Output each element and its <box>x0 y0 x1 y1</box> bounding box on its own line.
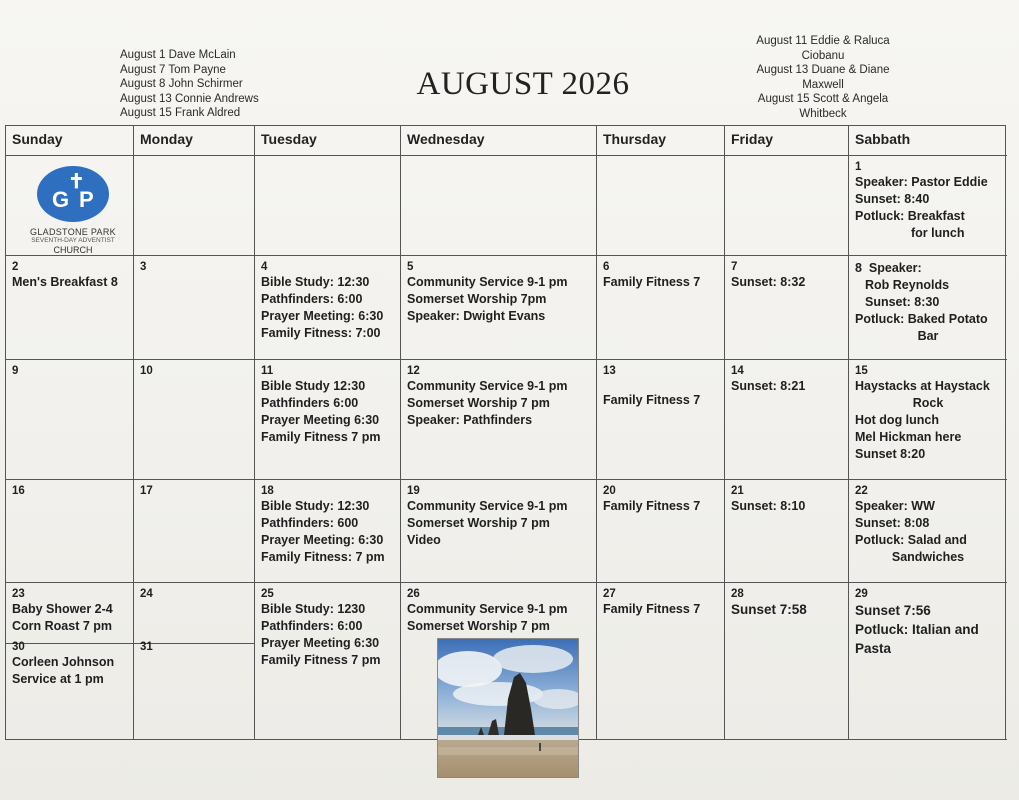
day-number: 19 <box>407 485 420 497</box>
day-cell-23 <box>6 583 133 644</box>
logo-emblem <box>37 166 109 222</box>
day-number: 22 <box>855 485 868 497</box>
event-line: Family Fitness 7 <box>603 275 701 289</box>
event-line: Family Fitness: 7:00 <box>261 326 381 340</box>
empty-day-cell <box>597 156 725 256</box>
day-cell-8 <box>849 256 1007 360</box>
day-number: 1 <box>855 161 862 173</box>
event-line: Pasta <box>855 641 892 656</box>
empty-day-cell <box>401 156 597 256</box>
day-cell-16 <box>6 480 134 583</box>
event-line: Sunset 7:56 <box>855 603 931 618</box>
day-number: 17 <box>140 485 153 497</box>
event-line: Speaker: WW <box>855 499 935 513</box>
day-cell-15 <box>849 360 1007 480</box>
event-line: Sunset: 8:32 <box>731 275 806 289</box>
event-line: Potluck: Salad and <box>855 533 967 547</box>
event-line: Prayer Meeting: 6:30 <box>261 533 384 547</box>
day-cell-27 <box>597 583 725 740</box>
day-number: 8 <box>855 261 862 275</box>
event-line: Hot dog lunch <box>855 413 940 427</box>
day-cell-7 <box>725 256 849 360</box>
event-line: Somerset Worship 7pm <box>407 292 547 306</box>
day-number: 6 <box>603 261 610 273</box>
day-cell-18 <box>255 480 401 583</box>
event-line: Potluck: Italian and <box>855 622 979 637</box>
day-number: 29 <box>855 588 868 600</box>
event-line: Community Service 9-1 pm <box>407 275 568 289</box>
event-line: Somerset Worship 7 pm <box>407 396 550 410</box>
day-cell-1 <box>849 156 1007 256</box>
event-line: Bar <box>917 329 939 343</box>
event-line: Somerset Worship 7 pm <box>407 619 550 633</box>
logo-denomination: SEVENTH-DAY ADVENTIST <box>31 237 115 244</box>
anniversary-entry: August 15 Scott & Angela <box>757 93 889 106</box>
event-line: Speaker: Pastor Eddie <box>855 175 988 189</box>
day-number: 21 <box>731 485 744 497</box>
event-line: Prayer Meeting 6:30 <box>261 636 380 650</box>
event-line: Sunset: 8:21 <box>731 379 806 393</box>
event-line: Corn Roast 7 pm <box>12 619 113 633</box>
event-line: Haystacks at Haystack <box>855 379 990 393</box>
day-cell-28 <box>725 583 849 740</box>
event-line: Bible Study 12:30 <box>261 379 366 393</box>
haystack-rock-photo <box>437 638 579 778</box>
event-line: Video <box>407 533 441 547</box>
event-line: Bible Study: 12:30 <box>261 275 370 289</box>
day-number: 31 <box>140 641 153 653</box>
anniversary-entry: Maxwell <box>802 78 844 91</box>
day-number: 7 <box>731 261 738 273</box>
event-line: Corleen Johnson <box>12 655 115 669</box>
event-line: Pathfinders: 6:00 <box>261 619 363 633</box>
header-sunday: Sunday <box>6 126 134 156</box>
event-line: Mel Hickman here <box>855 430 962 444</box>
day-cell-23-30 <box>6 583 134 740</box>
event-line: Potluck: Breakfast <box>855 209 965 223</box>
day-number: 9 <box>12 365 19 377</box>
day-cell-30 <box>6 636 133 739</box>
day-cell-3 <box>134 256 255 360</box>
header-wednesday: Wednesday <box>401 126 597 156</box>
day-number: 11 <box>261 365 274 377</box>
day-cell-22 <box>849 480 1007 583</box>
day-number: 3 <box>140 261 147 273</box>
day-number: 18 <box>261 485 274 497</box>
day-number: 10 <box>140 365 153 377</box>
event-line: Pathfinders: 600 <box>261 516 359 530</box>
page-title: AUGUST 2026 <box>416 66 630 102</box>
day-cell-31 <box>134 636 254 739</box>
birthday-entry: August 8 John Schirmer <box>120 78 243 91</box>
header-friday: Friday <box>725 126 849 156</box>
day-number: 2 <box>12 261 19 273</box>
event-line: Sunset: 8:10 <box>731 499 806 513</box>
event-line: Sunset: 8:30 <box>865 295 940 309</box>
event-line: Bible Study: 12:30 <box>261 499 370 513</box>
event-line: Family Fitness 7 pm <box>261 430 381 444</box>
day-number: 30 <box>12 641 25 653</box>
event-line: Family Fitness 7 <box>603 393 701 407</box>
event-line: Bible Study: 1230 <box>261 602 366 616</box>
event-line: Community Service 9-1 pm <box>407 602 568 616</box>
day-number: 20 <box>603 485 616 497</box>
day-number: 14 <box>731 365 744 377</box>
event-text: Speaker: <box>868 261 922 275</box>
day-cell-17 <box>134 480 255 583</box>
day-cell-13 <box>597 360 725 480</box>
event-line: Prayer Meeting: 6:30 <box>261 309 384 323</box>
event-line <box>855 260 1001 277</box>
event-line: Rob Reynolds <box>865 278 950 292</box>
cross-icon: ✝ <box>68 171 85 193</box>
event-line: Speaker: Dwight Evans <box>407 309 546 323</box>
day-number: 4 <box>261 261 268 273</box>
event-line: Sunset: 8:40 <box>855 192 930 206</box>
day-number: 13 <box>603 365 616 377</box>
anniversary-list <box>748 34 898 122</box>
day-cell-6 <box>597 256 725 360</box>
event-line: Speaker: Pathfinders <box>407 413 533 427</box>
birthday-entry: August 15 Frank Aldred <box>120 107 241 120</box>
event-line: Family Fitness 7 <box>603 499 701 513</box>
event-line: Baby Shower 2-4 <box>12 602 113 616</box>
day-cell-19 <box>401 480 597 583</box>
event-line: Rock <box>912 396 944 410</box>
beach-rock-image <box>438 639 578 777</box>
event-line: Community Service 9-1 pm <box>407 379 568 393</box>
event-line: Family Fitness: 7 pm <box>261 550 385 564</box>
header-thursday: Thursday <box>597 126 725 156</box>
event-line: Somerset Worship 7 pm <box>407 516 550 530</box>
event-line: Pathfinders 6:00 <box>261 396 359 410</box>
logo-church-word: CHURCH <box>53 245 93 255</box>
event-line: Community Service 9-1 pm <box>407 499 568 513</box>
day-cell-14 <box>725 360 849 480</box>
empty-day-cell <box>255 156 401 256</box>
event-line: Men's Breakfast 8 <box>12 275 118 289</box>
day-cell-5 <box>401 256 597 360</box>
day-number: 15 <box>855 365 868 377</box>
day-cell-4 <box>255 256 401 360</box>
day-number: 12 <box>407 365 420 377</box>
header-monday: Monday <box>134 126 255 156</box>
day-cell-24-31 <box>134 583 255 740</box>
event-line: Family Fitness 7 pm <box>261 653 381 667</box>
day-number: 28 <box>731 588 744 600</box>
church-logo <box>18 166 128 255</box>
event-line: Prayer Meeting 6:30 <box>261 413 380 427</box>
day-number: 26 <box>407 588 420 600</box>
anniversary-entry: August 13 Duane & Diane <box>756 64 890 77</box>
header-tuesday: Tuesday <box>255 126 401 156</box>
event-line: Potluck: Baked Potato <box>855 312 988 326</box>
logo-cell <box>6 156 134 256</box>
empty-day-cell <box>134 156 255 256</box>
day-cell-12 <box>401 360 597 480</box>
empty-day-cell <box>725 156 849 256</box>
event-line: Sunset 8:20 <box>855 447 926 461</box>
birthday-entry: August 13 Connie Andrews <box>120 92 259 105</box>
anniversary-entry: Ciobanu <box>801 49 845 62</box>
logo-church-name: GLADSTONE PARK <box>30 227 116 237</box>
event-line: Sunset: 8:08 <box>855 516 930 530</box>
event-line: for lunch <box>911 226 965 240</box>
day-cell-11 <box>255 360 401 480</box>
day-number: 16 <box>12 485 25 497</box>
event-line: Family Fitness 7 <box>603 602 701 616</box>
day-cell-10 <box>134 360 255 480</box>
day-cell-29 <box>849 583 1007 740</box>
logo-letter-p: P <box>79 187 94 212</box>
day-cell-9 <box>6 360 134 480</box>
day-cell-24 <box>134 583 254 644</box>
day-cell-21 <box>725 480 849 583</box>
birthday-list <box>120 48 295 121</box>
event-line: Pathfinders: 6:00 <box>261 292 363 306</box>
birthday-entry: August 1 Dave McLain <box>120 49 236 61</box>
day-number: 25 <box>261 588 274 600</box>
day-cell-2 <box>6 256 134 360</box>
anniversary-entry: Whitbeck <box>799 107 847 120</box>
day-number: 23 <box>12 588 25 600</box>
day-number: 5 <box>407 261 414 273</box>
logo-letter-g: G <box>52 187 70 212</box>
event-line: Sunset 7:58 <box>731 602 807 617</box>
header-sabbath: Sabbath <box>849 126 1007 156</box>
anniversary-entry: August 11 Eddie & Raluca <box>756 35 890 47</box>
event-line: Service at 1 pm <box>12 672 104 686</box>
day-cell-25 <box>255 583 401 740</box>
event-line: Sandwiches <box>891 550 965 564</box>
day-cell-20 <box>597 480 725 583</box>
birthday-entry: August 7 Tom Payne <box>120 63 226 76</box>
day-number: 24 <box>140 588 153 600</box>
day-number: 27 <box>603 588 616 600</box>
